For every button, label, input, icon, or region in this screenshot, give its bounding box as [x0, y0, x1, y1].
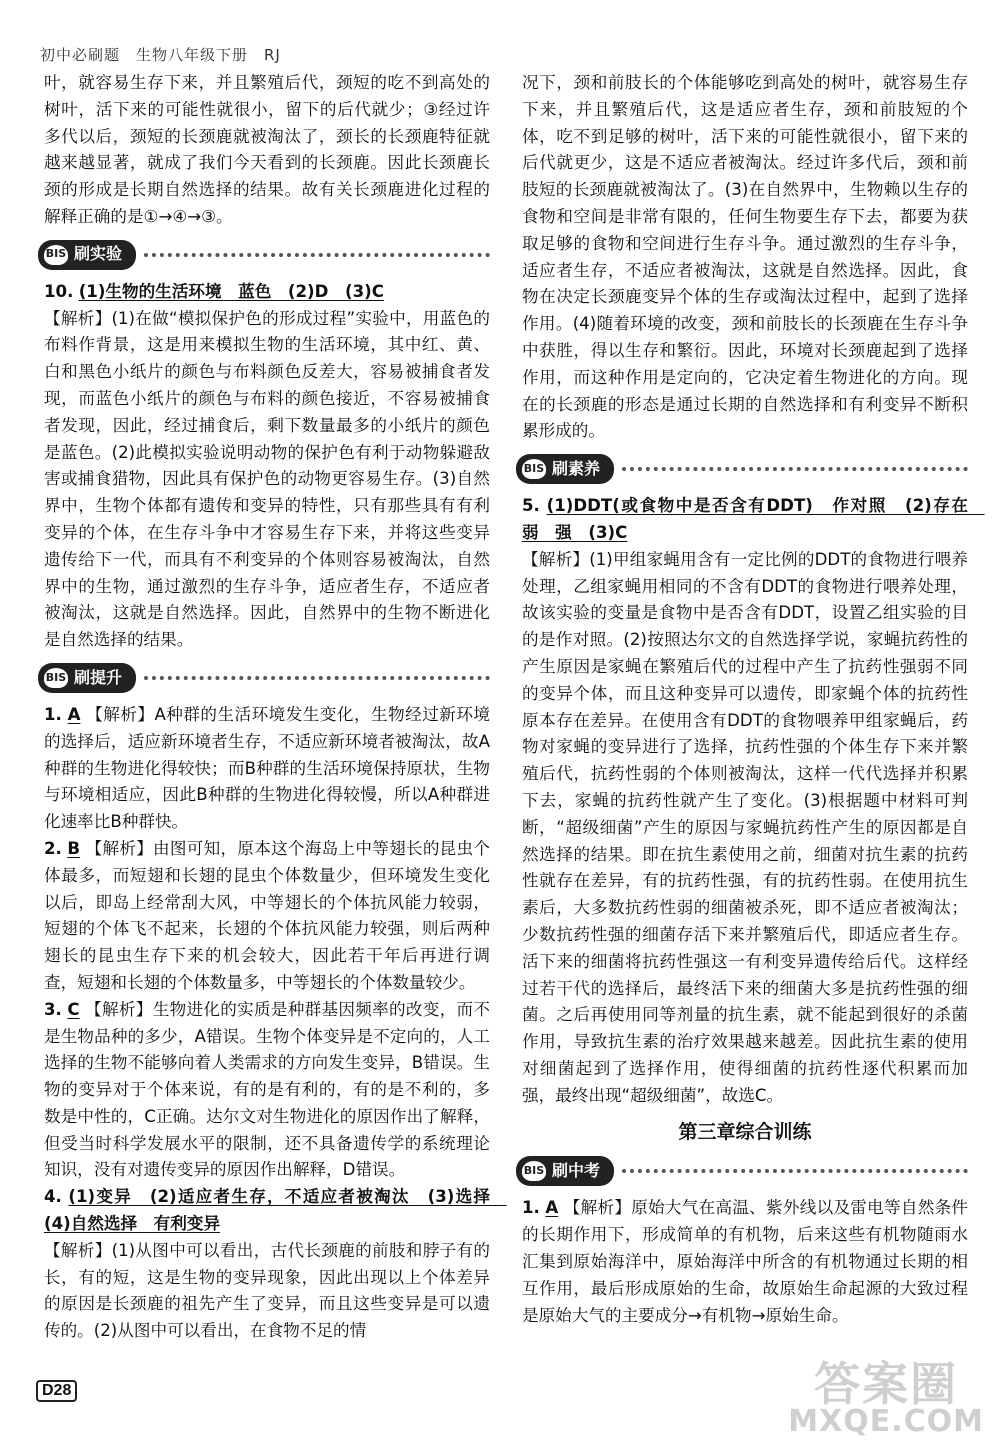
answer-text: (1)变异 (2)适应者生存，不适应者被淘汰 (3)选择 (4)自然选择 有利变异 [44, 1187, 507, 1234]
continued-text: 况下，颈和前肢长的个体能够吃到高处的树叶，就容易生存下来，并且繁殖后代，这是适应者生存，颈和前肢短的个体，吃不到足够的树叶，活下来的可能性就很小，留下来的后代就更少，这是不适应者被淘汰。经过许多代后，颈和前肢短的长颈鹿就被淘汰了。(3)在自然界中，生物赖以生存的食物和空间是非常有限的，任何生物要生存下去，都要为获取足够的食物和空间进行生存斗争。通过激烈的生存斗争，适应者生存，不适应者被淘汰，这就是自然选择。因此，食物在决定长颈鹿变异个体的生存或淘汰过程中，起到了选择作用。(4)随着环境的改变，颈和前肢长的长颈鹿在生存斗争中获胜，得以生存和繁衍。因此，环境对长颈鹿起到了选择作用，而这种作用是定向的，它决定着生物进化的方向。现在的长颈鹿的形态是通过长期的自然选择和有利变异不断积累形成的。 [522, 73, 968, 441]
dotted-divider [144, 676, 490, 680]
section-banner-exam [516, 1153, 968, 1189]
analysis-text: 【解析】生物进化的实质是种群基因频率的改变，而不是生物品种的多少，A错误。生物个体变异是不定向的，人工选择的生物不能够向着人类需求的方向发生变异，B错误。生物的变异对于个体来说，有的是有利的，有的是不利的，多数是中性的，C正确。达尔文对生物进化的原因作出了解释，但受当时科学发展水平的限制，还不具备遗传学的系统理论知识，没有对遗传变异的原因作出解释，D错误。 [44, 999, 490, 1180]
badge [38, 663, 136, 693]
question-3 [44, 997, 490, 1185]
badge-label: 刷中考 [552, 1161, 601, 1181]
question-number: 1. [44, 704, 62, 724]
watermark-logo [788, 1357, 984, 1439]
right-column [522, 70, 985, 1329]
dotted-divider [144, 253, 490, 257]
book-icon: BIS [44, 668, 68, 688]
analysis-text: 【解析】由图可知，原本这个海岛上中等翅长的昆虫个体最多，而短翅和长翅的昆虫个体数量少，但环境发生变化以后，即岛上经常刮大风，中等翅长的个体抗风能力较弱，短翅的个体飞不起来，长翅的个体抗风能力较强，则后两种翅长的昆虫生存下来的机会较大，因此若干年后再进行调查，短翅和长翅的个体数量多，中等翅长的个体数量较少。 [44, 838, 490, 992]
left-column [44, 70, 507, 1345]
question-number: 4. [44, 1187, 62, 1207]
dotted-divider [622, 467, 968, 471]
analysis-4: 【解析】(1)从图中可以看出，古代长颈鹿的前肢和脖子有的长，有的短，这是生物的变异现象，因此出现以上个体差异的原因是长颈鹿的祖先产生了变异，而且这些变异是可以遗传的。(2)从图中可以看出，在食物不足的情 [44, 1240, 490, 1341]
question-number: 5. [522, 496, 540, 516]
page-number-label: D28 [36, 1380, 77, 1402]
dotted-divider [622, 1169, 968, 1173]
badge-label: 刷提升 [74, 667, 123, 687]
section-banner-experiment [38, 237, 490, 273]
question-number: 10. [44, 281, 74, 301]
section-banner-improve [38, 660, 490, 696]
question-1 [44, 702, 490, 836]
badge-label: 刷素养 [552, 458, 601, 478]
question-2 [44, 836, 490, 997]
watermark-cn: 答案圈 [814, 1357, 959, 1411]
answer-letter: A [545, 1198, 559, 1218]
chapter-title: 第三章综合训练 [678, 1121, 812, 1144]
analysis-text: 【解析】A种群的生活环境发生变化，生物经过新环境的选择后，适应新环境者生存，不适应新环境者被淘汰，故A种群的生物进化得较快；而B种群的生活环境保持原状，生物与环境相适应，因此B种群的生物进化得较慢，所以A种群进化速率比B种群快。 [44, 704, 490, 832]
question-number: 1. [522, 1198, 540, 1218]
book-icon: BIS [44, 245, 68, 265]
question-number: 2. [44, 838, 62, 858]
book-icon: BIS [522, 459, 546, 479]
question-number: 3. [44, 999, 62, 1019]
book-icon: BIS [522, 1161, 546, 1181]
question-5 [522, 493, 985, 547]
badge [38, 240, 136, 270]
analysis-10: 【解析】(1)在做“模拟保护色的形成过程”实验中，用蓝色的布料作背景，这是用来模拟生物的生活环境，其中红、黄、白和黑色小纸片的颜色与布料颜色反差大，容易被捕食者发现，而蓝色小纸片的颜色与布料的颜色接近，不容易被捕食者发现，因此，经过捕食后，剩下数量最多的小纸片的颜色是蓝色。(2)此模拟实验说明动物的保护色有利于动物躲避敌害或捕食猎物，因此具有保护色的动物更容易生存。(3)自然界中，生物个体都有遗传和变异的特性，只有那些具有有利变异的个体，在生存斗争中才容易生存下来，并将这些变异遗传给下一代，而具有不利变异的个体则容易被淘汰，自然界中的生物，通过激烈的生存斗争，适应者生存，不适应者被淘汰，这就是自然选择。因此，自然界中的生物不断进化是自然选择的结果。 [44, 308, 490, 650]
badge [516, 454, 614, 484]
answer-letter: B [67, 838, 81, 858]
analysis-text: 【解析】原始大气在高温、紫外线以及雷电等自然条件的长期作用下，形成简单的有机物，后来这些有机物随雨水汇集到原始海洋中，原始海洋中所含的有机物通过长期的相互作用，最后形成原始的生命，故原始生命起源的大致过程是原始大气的主要成分→有机物→原始生命。 [522, 1198, 969, 1325]
question-4 [44, 1184, 507, 1238]
question-10 [44, 279, 490, 306]
question-1-chapter [522, 1195, 968, 1329]
badge [516, 1156, 614, 1186]
page-number [36, 1380, 77, 1402]
watermark-en: MXQE.COM [788, 1404, 984, 1439]
section-banner-literacy [516, 451, 968, 487]
answer-letter: A [67, 704, 81, 724]
answer-letter: C [67, 999, 80, 1019]
answer-text: (1)生物的生活环境 蓝色 (2)D (3)C [78, 281, 384, 301]
analysis-5: 【解析】(1)甲组家蝇用含有一定比例的DDT的食物进行喂养处理，乙组家蝇用相同的不含有DDT的食物进行喂养处理，故该实验的变量是食物中是否含有DDT，设置乙组实验的目的是作对照。(2)按照达尔文的自然选择学说，家蝇抗药性的产生原因是家蝇在繁殖后代的过程中产生了抗药性强弱不同的变异个体，而且这种变异可以遗传，即家蝇个体的抗药性原本存在差异。在使用含有DDT的食物喂养甲组家蝇后，药物对家蝇的变异进行了选择，抗药性强的个体生存下来并繁殖后代，抗药性弱的个体则被淘汰，这样一代代选择并积累下去，家蝇的抗药性就产生了变化。(3)根据题中材料可判断，“超级细菌”产生的原因与家蝇抗药性产生的原因都是自然选择的结果。即在抗生素使用之前，细菌对抗生素的抗药性就存在差异，有的抗药性强，有的抗药性弱。在使用抗生素后，大多数抗药性弱的细菌被杀死，即不适应者被淘汰；少数抗药性强的细菌存活下来并繁殖后代，即适应者生存。活下来的细菌将抗药性强这一有利变异遗传给后代。这样经过若干代的选择后，最终活下来的细菌大多是抗药性强的细菌。之后再使用同等剂量的抗生素，就不能起到很好的杀菌作用，导致抗生素的治疗效果越来越差。因此抗生素的使用对细菌起到了选择作用，使得细菌的抗药性逐代积累而加强，最终出现“超级细菌”，故选C。 [522, 549, 968, 1105]
continued-text: 叶，就容易生存下来，并且繁殖后代，颈短的吃不到高处的树叶，活下来的可能性就很小，留下的后代就少；③经过许多代以后，颈短的长颈鹿就被淘汰了，颈长的长颈鹿特征就越来越显著，就成了我们今天看到的长颈鹿。因此长颈鹿长颈的形成是长期自然选择的结果。故有关长颈鹿进化过程的解释正确的是①→④→③。 [44, 73, 490, 226]
running-header: 初中必刷题 生物八年级下册 RJ [40, 46, 281, 64]
badge-label: 刷实验 [74, 244, 123, 264]
answer-text: (1)DDT(或食物中是否含有DDT) 作对照 (2)存在 弱 强 (3)C [522, 496, 985, 542]
